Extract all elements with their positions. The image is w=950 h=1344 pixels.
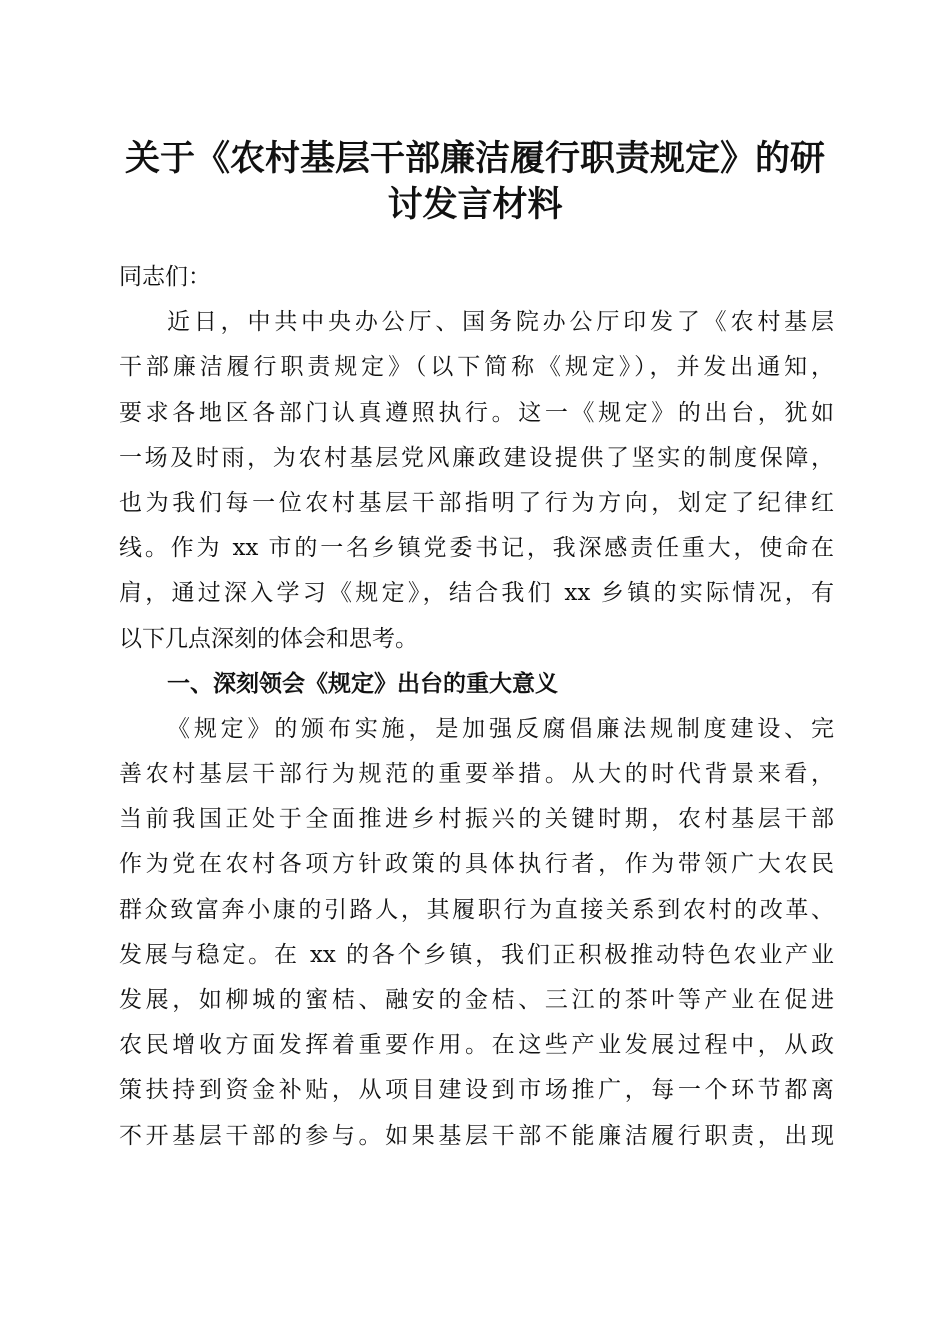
paragraph-1-line: 近日，中共中央办公厅、国务院办公厅印发了《农村基层	[167, 309, 834, 336]
paragraph-2-line: 群众致富奔小康的引路人，其履职行为直接关系到农村的改革、	[119, 896, 834, 923]
paragraph-2-line: 发展，如柳城的蜜桔、融安的金桔、三江的茶叶等产业在促进	[119, 987, 834, 1013]
document-title-line-2: 讨发言材料	[387, 184, 563, 225]
paragraph-1-line: 肩，通过深入学习《规定》，结合我们 xx 乡镇的实际情况，有	[119, 580, 834, 607]
paragraph-1-line: 以下几点深刻的体会和思考。	[119, 625, 418, 652]
paragraph-2-line: 作为党在农村各项方针政策的具体执行者，作为带领广大农民	[119, 851, 834, 878]
paragraph-1-line: 一场及时雨，为农村基层党风廉政建设提供了坚实的制度保障，	[119, 444, 834, 471]
paragraph-1-line: 干部廉洁履行职责规定》（以下简称《规定》），并发出通知，	[119, 354, 834, 381]
section-heading-1: 一、深刻领会《规定》出台的重大意义	[167, 670, 558, 697]
paragraph-1-line: 也为我们每一位农村基层干部指明了行为方向，划定了纪律红	[119, 489, 834, 516]
document-title-line-1: 关于《农村基层干部廉洁履行职责规定》的研	[124, 138, 825, 179]
paragraph-1-line: 要求各地区各部门认真遵照执行。这一《规定》的出台，犹如	[119, 399, 834, 426]
paragraph-2-line: 策扶持到资金补贴，从项目建设到市场推广，每一个环节都离	[119, 1077, 834, 1104]
paragraph-2-line: 《规定》的颁布实施，是加强反腐倡廉法规制度建设、完	[167, 715, 834, 742]
paragraph-2-line: 当前我国正处于全面推进乡村振兴的关键时期，农村基层干部	[119, 806, 834, 833]
paragraph-2-line: 农民增收方面发挥着重要作用。在这些产业发展过程中，从政	[119, 1032, 834, 1059]
paragraph-1-line: 线。作为 xx 市的一名乡镇党委书记，我深感责任重大，使命在	[119, 535, 834, 562]
document-body	[119, 255, 834, 1159]
paragraph-2-line: 发展与稳定。在 xx 的各个乡镇，我们正积极推动特色农业产业	[119, 941, 834, 968]
greeting: 同志们：	[119, 264, 211, 290]
paragraph-2-line: 不开基层干部的参与。如果基层干部不能廉洁履行职责，出现	[119, 1122, 834, 1149]
paragraph-2-line: 善农村基层干部行为规范的重要举措。从大的时代背景来看，	[119, 761, 834, 788]
